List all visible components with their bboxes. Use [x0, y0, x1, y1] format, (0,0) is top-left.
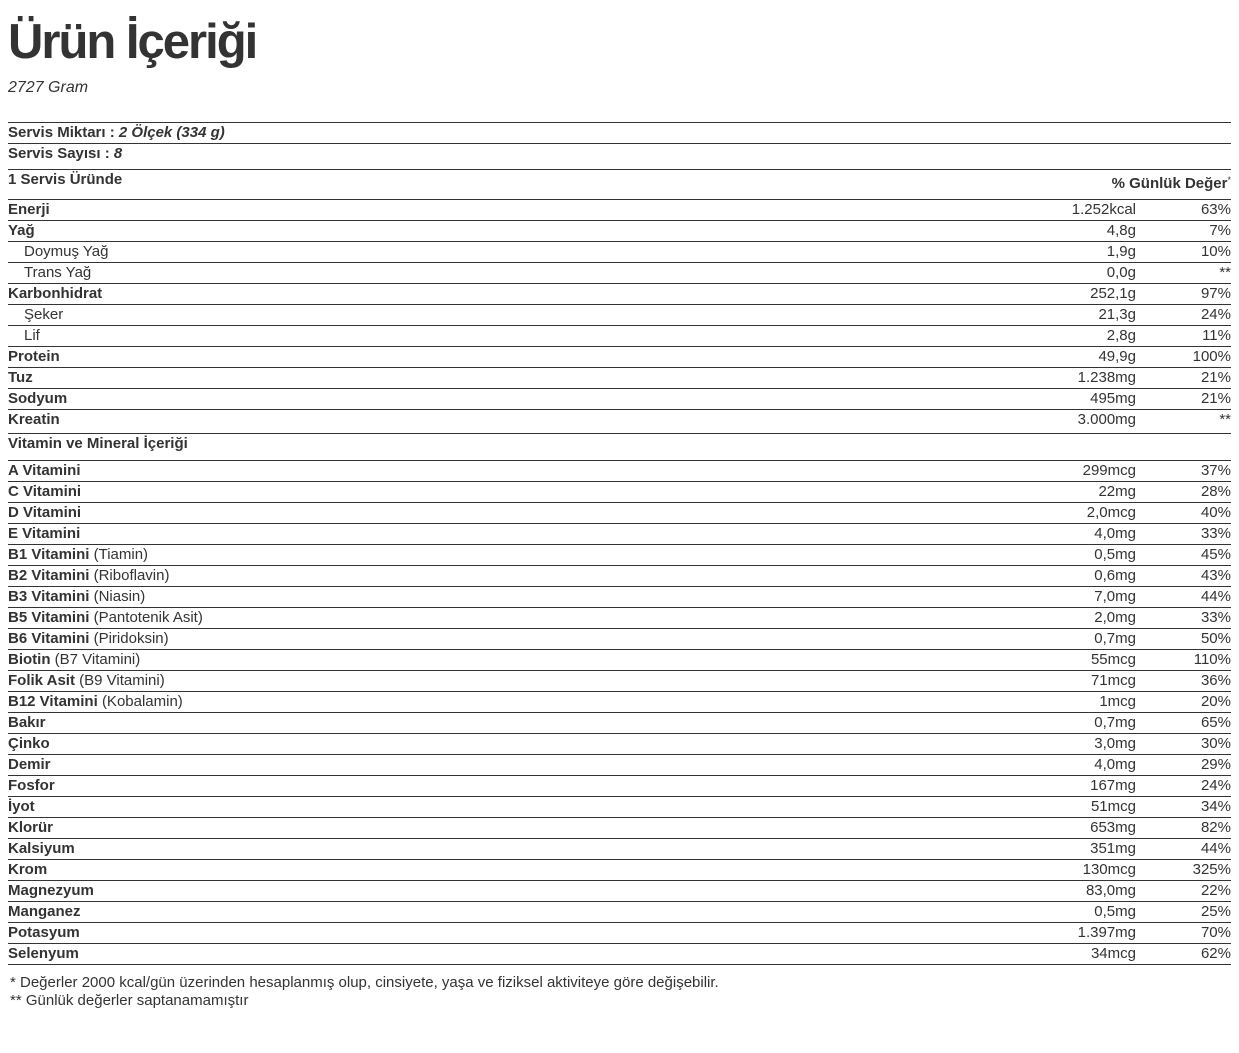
table-row — [8, 242, 1231, 263]
table-row — [8, 566, 1231, 587]
row-name — [8, 671, 165, 690]
table-row — [8, 221, 1231, 242]
row-amount: 21,3g — [1098, 306, 1136, 323]
row-name — [24, 326, 40, 345]
row-daily-value: 22% — [1200, 882, 1231, 899]
row-amount: 7,0mg — [1094, 588, 1136, 605]
per-serving-header: 1 Servis Üründe — [8, 171, 123, 188]
row-name — [8, 461, 81, 480]
row-name-label: Yağ — [8, 222, 35, 239]
row-name-label: Kreatin — [8, 411, 60, 428]
row-name — [8, 608, 203, 627]
row-daily-value: 37% — [1200, 462, 1231, 479]
table-row — [8, 461, 1231, 482]
row-daily-value: 40% — [1200, 504, 1231, 521]
row-name-detail: (B9 Vitamini) — [79, 672, 165, 689]
row-daily-value: 33% — [1200, 609, 1231, 626]
product-weight: 2727 Gram — [8, 79, 89, 96]
table-row — [8, 482, 1231, 503]
row-name-detail: (B7 Vitamini) — [54, 651, 141, 668]
row-daily-value: 30% — [1200, 735, 1231, 752]
daily-value-header — [1112, 174, 1231, 194]
row-name — [8, 545, 148, 564]
row-name-label: A Vitamini — [8, 462, 81, 479]
row-name-label: B1 Vitamini — [8, 546, 90, 563]
table-row — [8, 284, 1231, 305]
row-amount: 2,8g — [1106, 327, 1136, 344]
row-name — [24, 263, 91, 282]
table-row — [8, 608, 1231, 629]
row-name-label: Potasyum — [8, 924, 80, 941]
row-name — [8, 221, 35, 240]
row-amount: 34mcg — [1090, 945, 1136, 962]
row-name-label: Bakır — [8, 714, 46, 731]
row-name-detail: (Kobalamin) — [101, 693, 183, 710]
row-amount: 299mcg — [1082, 462, 1136, 479]
row-amount: 351mg — [1090, 840, 1136, 857]
row-daily-value: 43% — [1200, 567, 1231, 584]
table-row — [8, 545, 1231, 566]
row-amount: 49,9g — [1098, 348, 1136, 365]
row-name-label: İyot — [8, 798, 35, 815]
nutrient-table — [8, 200, 1231, 430]
row-name-label: Şeker — [24, 306, 64, 323]
row-daily-value: 20% — [1200, 693, 1231, 710]
row-daily-value: 50% — [1200, 630, 1231, 647]
row-name — [8, 200, 50, 219]
row-name-label: Biotin — [8, 651, 51, 668]
row-daily-value: 97% — [1200, 285, 1231, 302]
row-name — [8, 734, 50, 753]
table-row — [8, 650, 1231, 671]
row-daily-value: 325% — [1192, 861, 1231, 878]
servings-count — [8, 144, 122, 164]
row-amount: 3,0mg — [1094, 735, 1136, 752]
row-amount: 0,7mg — [1094, 714, 1136, 731]
row-name-label: Fosfor — [8, 777, 55, 794]
row-amount: 51mcg — [1090, 798, 1136, 815]
table-row — [8, 410, 1231, 430]
row-daily-value: 28% — [1200, 483, 1231, 500]
row-name-label: Karbonhidrat — [8, 285, 103, 302]
row-name-detail: (Riboflavin) — [93, 567, 170, 584]
row-daily-value: 70% — [1200, 924, 1231, 941]
row-daily-value: 110% — [1193, 651, 1231, 668]
row-amount: 1.238mg — [1077, 369, 1136, 386]
row-amount: 1.252kcal — [1071, 201, 1136, 218]
table-row — [8, 524, 1231, 545]
footnote-undetermined: ** Günlük değerler saptanamamıştır — [10, 992, 249, 1009]
table-row — [8, 389, 1231, 410]
row-name — [8, 629, 169, 648]
table-row — [8, 503, 1231, 524]
row-name-label: C Vitamini — [8, 483, 82, 500]
row-name — [8, 368, 33, 387]
row-daily-value: 65% — [1200, 714, 1231, 731]
row-name — [8, 587, 145, 606]
row-name-detail: (Pantotenik Asit) — [93, 609, 203, 626]
row-name-label: Demir — [8, 756, 51, 773]
row-amount: 2,0mg — [1094, 609, 1136, 626]
footnote-daily-values: * Değerler 2000 kcal/gün üzerinden hesaplanmış olup, cinsiyete, yaşa ve fiziksel aktiviteye göre değişebilir. — [10, 974, 719, 991]
row-daily-value: 25% — [1200, 903, 1231, 920]
row-daily-value: 34% — [1200, 798, 1231, 815]
row-name — [8, 944, 79, 963]
row-name — [8, 923, 80, 942]
row-name-label: B6 Vitamini — [8, 630, 90, 647]
table-row — [8, 713, 1231, 734]
row-name — [24, 305, 63, 324]
table-row — [8, 944, 1231, 965]
row-name-label: Tuz — [8, 369, 33, 386]
table-row — [8, 860, 1231, 881]
row-name-label: Kalsiyum — [8, 840, 75, 857]
table-row — [8, 368, 1231, 389]
row-amount: 0,7mg — [1094, 630, 1136, 647]
servings-value: 8 — [113, 145, 123, 162]
row-name-label: Selenyum — [8, 945, 79, 962]
row-name — [8, 776, 55, 795]
row-name — [8, 902, 81, 921]
table-row — [8, 326, 1231, 347]
row-daily-value: ** — [1219, 411, 1231, 428]
table-row — [8, 839, 1231, 860]
row-name — [8, 284, 102, 303]
row-name — [8, 389, 67, 408]
row-amount: 1,9g — [1106, 243, 1136, 260]
daily-value-label: % Günlük Değer — [1111, 175, 1228, 192]
row-amount: 1mcg — [1099, 693, 1136, 710]
row-amount: 252,1g — [1090, 285, 1136, 302]
row-daily-value: 10% — [1200, 243, 1231, 260]
row-amount: 653mg — [1090, 819, 1136, 836]
row-name-label: Manganez — [8, 903, 81, 920]
row-name — [8, 482, 81, 501]
row-amount: 4,8g — [1106, 222, 1136, 239]
row-name-label: Lif — [24, 327, 40, 344]
row-name-label: Trans Yağ — [24, 264, 92, 281]
row-daily-value: 62% — [1200, 945, 1231, 962]
row-name — [8, 566, 169, 585]
row-daily-value: 21% — [1200, 369, 1231, 386]
row-name — [8, 839, 75, 858]
row-amount: 3.000mg — [1077, 411, 1136, 428]
table-row — [8, 305, 1231, 326]
row-daily-value: 82% — [1200, 819, 1231, 836]
row-name — [8, 524, 80, 543]
row-daily-value: 29% — [1200, 756, 1231, 773]
row-amount: 0,5mg — [1094, 546, 1136, 563]
row-daily-value: ** — [1219, 264, 1231, 281]
row-name-label: Doymuş Yağ — [24, 243, 109, 260]
row-name-label: B5 Vitamini — [8, 609, 90, 626]
daily-value-mark: * — [1227, 175, 1231, 185]
row-name — [8, 818, 53, 837]
row-name-label: B2 Vitamini — [8, 567, 90, 584]
row-amount: 495mg — [1090, 390, 1136, 407]
table-row — [8, 902, 1231, 923]
row-name-label: Folik Asit — [8, 672, 75, 689]
row-name-label: B3 Vitamini — [8, 588, 90, 605]
serving-size — [8, 123, 225, 143]
row-daily-value: 24% — [1200, 777, 1231, 794]
row-daily-value: 44% — [1200, 840, 1231, 857]
table-row — [8, 818, 1231, 839]
row-daily-value: 33% — [1200, 525, 1231, 542]
row-daily-value: 11% — [1202, 327, 1231, 344]
row-name — [24, 242, 109, 261]
row-name-label: B12 Vitamini — [8, 693, 98, 710]
row-amount: 2,0mcg — [1086, 504, 1136, 521]
row-daily-value: 24% — [1200, 306, 1231, 323]
row-name-label: Magnezyum — [8, 882, 94, 899]
row-name — [8, 860, 47, 879]
table-row — [8, 797, 1231, 818]
row-amount: 22mg — [1098, 483, 1136, 500]
row-daily-value: 45% — [1200, 546, 1231, 563]
divider — [8, 433, 1231, 434]
row-name — [8, 692, 183, 711]
table-row — [8, 671, 1231, 692]
row-name-detail: (Tiamin) — [93, 546, 149, 563]
row-amount: 71mcg — [1090, 672, 1136, 689]
row-name-label: Çinko — [8, 735, 50, 752]
table-row — [8, 776, 1231, 797]
row-name-detail: (Niasin) — [93, 588, 146, 605]
table-row — [8, 200, 1231, 221]
vitamin-section-header: Vitamin ve Mineral İçeriği — [8, 435, 188, 452]
row-name — [8, 650, 140, 669]
row-name — [8, 410, 60, 429]
row-amount: 130mcg — [1082, 861, 1136, 878]
row-amount: 83,0mg — [1085, 882, 1136, 899]
row-name — [8, 755, 51, 774]
row-name — [8, 713, 46, 732]
row-amount: 0,6mg — [1094, 567, 1136, 584]
row-daily-value: 21% — [1200, 390, 1231, 407]
row-name — [8, 881, 94, 900]
row-name-label: Enerji — [8, 201, 50, 218]
row-name-label: Klorür — [8, 819, 53, 836]
table-row — [8, 347, 1231, 368]
row-name — [8, 503, 81, 522]
row-amount: 4,0mg — [1094, 756, 1136, 773]
table-row — [8, 263, 1231, 284]
row-daily-value: 7% — [1209, 222, 1231, 239]
serving-size-value: 2 Ölçek (334 g) — [118, 124, 225, 141]
row-amount: 167mg — [1090, 777, 1136, 794]
servings-label: Servis Sayısı : — [8, 145, 110, 162]
vitamin-table — [8, 461, 1231, 965]
row-name — [8, 347, 60, 366]
row-amount: 0,5mg — [1094, 903, 1136, 920]
row-amount: 4,0mg — [1094, 525, 1136, 542]
row-daily-value: 63% — [1200, 201, 1231, 218]
row-amount: 55mcg — [1090, 651, 1136, 668]
row-name-detail: (Piridoksin) — [93, 630, 169, 647]
table-row — [8, 587, 1231, 608]
row-name-label: Sodyum — [8, 390, 68, 407]
page-title: Ürün İçeriği — [8, 15, 257, 69]
divider — [8, 143, 1231, 144]
row-name-label: D Vitamini — [8, 504, 82, 521]
row-name — [8, 797, 35, 816]
table-row — [8, 692, 1231, 713]
row-name-label: Protein — [8, 348, 60, 365]
divider — [8, 169, 1231, 170]
table-row — [8, 629, 1231, 650]
table-row — [8, 881, 1231, 902]
row-daily-value: 100% — [1192, 348, 1231, 365]
table-row — [8, 734, 1231, 755]
row-amount: 0,0g — [1106, 264, 1136, 281]
row-amount: 1.397mg — [1077, 924, 1136, 941]
row-name-label: E Vitamini — [8, 525, 81, 542]
serving-size-label: Servis Miktarı : — [8, 124, 115, 141]
row-daily-value: 44% — [1200, 588, 1231, 605]
row-name-label: Krom — [8, 861, 48, 878]
row-daily-value: 36% — [1200, 672, 1231, 689]
table-row — [8, 755, 1231, 776]
table-row — [8, 923, 1231, 944]
